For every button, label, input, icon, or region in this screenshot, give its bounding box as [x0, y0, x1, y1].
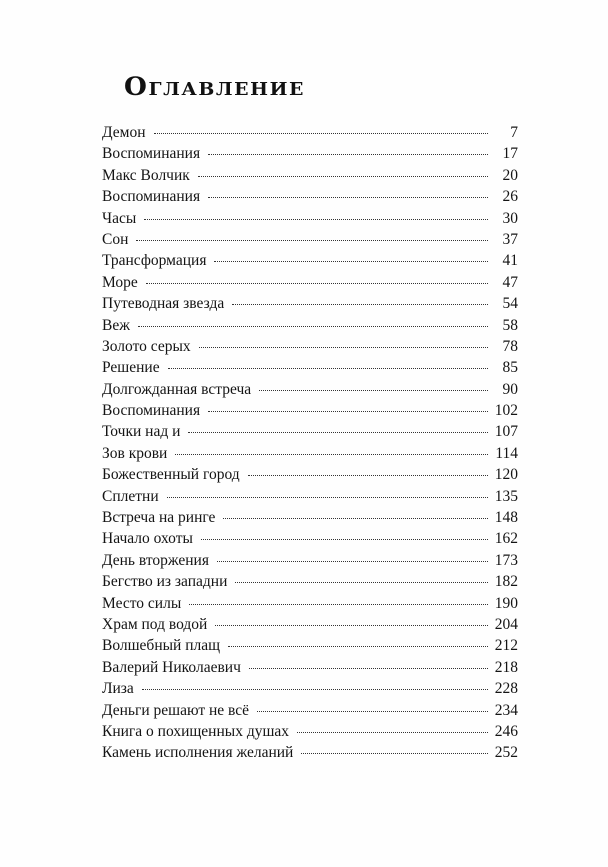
- toc-dot-leader: [228, 645, 488, 647]
- toc-dot-leader: [215, 624, 488, 626]
- toc-dot-leader: [232, 303, 488, 305]
- toc-dot-leader: [201, 538, 488, 540]
- toc-entry-page-number: 252: [494, 744, 518, 762]
- toc-entry: [102, 488, 518, 509]
- toc-entry-page-number: 204: [494, 615, 518, 633]
- toc-entry: [102, 637, 518, 658]
- toc-entry-title: Решение: [102, 359, 160, 377]
- toc-dot-leader: [223, 517, 488, 519]
- toc-entry-page-number: 102: [494, 402, 518, 420]
- toc-entry-page-number: 7: [510, 124, 518, 141]
- toc-dot-leader: [144, 218, 488, 220]
- toc-dot-leader: [199, 346, 488, 348]
- toc-entry: [102, 188, 518, 209]
- toc-dot-leader: [208, 410, 488, 412]
- toc-entry-page-number: 90: [502, 380, 518, 398]
- toc-entry-title: Трансформация: [102, 252, 207, 270]
- toc-entry-page-number: 182: [494, 573, 518, 591]
- toc-entry: [102, 381, 518, 402]
- toc-entry-title: Воспоминания: [102, 145, 201, 163]
- toc-dot-leader: [168, 367, 488, 369]
- toc-dot-leader: [249, 667, 488, 669]
- toc-entry-page-number: 148: [494, 509, 518, 527]
- toc-entry-page-number: 173: [494, 551, 518, 569]
- toc-dot-leader: [257, 710, 488, 712]
- toc-entry: [102, 595, 518, 616]
- toc-entry-page-number: 120: [494, 466, 518, 484]
- toc-entry-title: Море: [102, 273, 138, 291]
- toc-entry-page-number: 26: [502, 188, 518, 206]
- toc-list: [102, 124, 518, 766]
- toc-entry-page-number: 218: [494, 658, 518, 676]
- toc-entry-title: Веж: [102, 316, 130, 334]
- toc-entry-title: Валерий Николаевич: [102, 658, 241, 676]
- toc-entry-page-number: 135: [494, 487, 518, 505]
- toc-entry-title: Зов крови: [102, 444, 168, 462]
- toc-dot-leader: [154, 132, 489, 134]
- toc-entry-page-number: 234: [494, 701, 518, 719]
- toc-entry: [102, 466, 518, 487]
- toc-entry-title: Демон: [102, 124, 146, 141]
- toc-entry-title: Часы: [102, 209, 137, 227]
- toc-entry-page-number: 246: [494, 722, 518, 740]
- toc-entry-page-number: 107: [494, 423, 518, 441]
- toc-entry: [102, 702, 518, 723]
- toc-dot-leader: [297, 731, 488, 733]
- toc-entry: [102, 295, 518, 316]
- toc-entry-title: Лиза: [102, 680, 134, 698]
- toc-dot-leader: [217, 560, 488, 562]
- toc-dot-leader: [188, 431, 488, 433]
- toc-entry-page-number: 30: [502, 209, 518, 227]
- toc-entry-title: Книга о похищенных душах: [102, 722, 290, 740]
- toc-dot-leader: [208, 196, 488, 198]
- toc-entry: [102, 509, 518, 530]
- toc-dot-leader: [167, 496, 488, 498]
- toc-entry: [102, 167, 518, 188]
- toc-entry-title: Воспоминания: [102, 188, 201, 206]
- toc-dot-leader: [189, 603, 488, 605]
- toc-entry-title: Камень исполнения желаний: [102, 744, 294, 762]
- toc-entry: [102, 124, 518, 145]
- toc-entry-page-number: 41: [502, 252, 518, 270]
- toc-entry-title: Деньги решают не всё: [102, 701, 250, 719]
- toc-entry: [102, 274, 518, 295]
- toc-entry: [102, 252, 518, 273]
- toc-dot-leader: [198, 175, 488, 177]
- toc-dot-leader: [301, 752, 488, 754]
- toc-entry-title: Начало охоты: [102, 530, 193, 548]
- toc-entry-page-number: 58: [502, 316, 518, 334]
- toc-entry: [102, 573, 518, 594]
- toc-entry: [102, 317, 518, 338]
- toc-entry-title: Сон: [102, 230, 129, 248]
- toc-entry-title: Божественный город: [102, 466, 240, 484]
- toc-entry-page-number: 47: [502, 273, 518, 291]
- toc-entry-page-number: 17: [502, 145, 518, 163]
- toc-entry-title: Волшебный плащ: [102, 637, 221, 655]
- toc-dot-leader: [214, 260, 488, 262]
- toc-entry-page-number: 37: [502, 230, 518, 248]
- toc-dot-leader: [136, 239, 488, 241]
- toc-entry-page-number: 20: [502, 166, 518, 184]
- toc-entry: [102, 552, 518, 573]
- toc-entry-title: Воспоминания: [102, 402, 201, 420]
- toc-entry-title: Сплетни: [102, 487, 159, 505]
- toc-entry-title: День вторжения: [102, 551, 209, 569]
- toc-entry-title: Макс Волчик: [102, 166, 190, 184]
- toc-entry-page-number: 114: [495, 444, 518, 462]
- toc-entry: [102, 445, 518, 466]
- toc-entry: [102, 359, 518, 380]
- toc-heading: Оглавление: [124, 72, 305, 101]
- toc-entry: [102, 744, 518, 765]
- toc-entry-title: Место силы: [102, 594, 182, 612]
- toc-dot-leader: [138, 325, 488, 327]
- toc-entry: [102, 402, 518, 423]
- toc-entry: [102, 338, 518, 359]
- toc-entry-page-number: 85: [502, 359, 518, 377]
- toc-entry-title: Точки над и: [102, 423, 181, 441]
- toc-entry-page-number: 162: [494, 530, 518, 548]
- toc-dot-leader: [208, 153, 488, 155]
- toc-entry-title: Встреча на ринге: [102, 509, 216, 527]
- toc-entry: [102, 145, 518, 166]
- toc-dot-leader: [146, 282, 488, 284]
- toc-entry-title: Золото серых: [102, 337, 191, 355]
- toc-entry-page-number: 54: [502, 295, 518, 313]
- toc-entry-title: Долгожданная встреча: [102, 380, 252, 398]
- toc-dot-leader: [142, 688, 488, 690]
- toc-dot-leader: [248, 474, 488, 476]
- toc-entry-page-number: 78: [502, 337, 518, 355]
- toc-entry: [102, 423, 518, 444]
- toc-entry-page-number: 228: [494, 680, 518, 698]
- toc-entry: [102, 723, 518, 744]
- toc-entry-title: Храм под водой: [102, 615, 208, 633]
- toc-entry: [102, 659, 518, 680]
- toc-entry-title: Бегство из западни: [102, 573, 228, 591]
- toc-entry: [102, 210, 518, 231]
- toc-dot-leader: [175, 453, 488, 455]
- toc-entry: [102, 680, 518, 701]
- toc-entry-page-number: 190: [494, 594, 518, 612]
- toc-entry: [102, 616, 518, 637]
- toc-entry: [102, 530, 518, 551]
- toc-entry-title: Путеводная звезда: [102, 295, 225, 313]
- toc-dot-leader: [259, 389, 488, 391]
- toc-entry-page-number: 212: [494, 637, 518, 655]
- toc-dot-leader: [235, 581, 488, 583]
- toc-entry: [102, 231, 518, 252]
